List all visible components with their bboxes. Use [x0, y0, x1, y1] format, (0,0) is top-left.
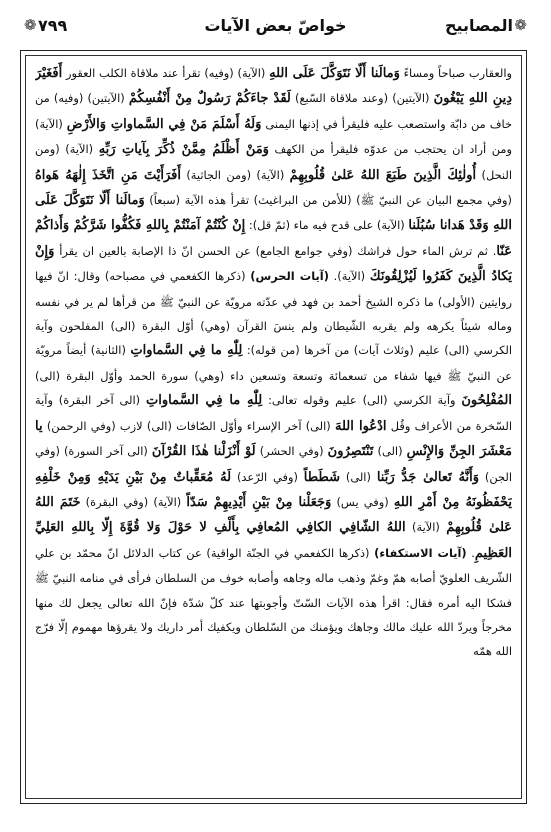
- body-text: (الآية) (وفيه) تقرأ عند ملاقاة الكلب العقور: [62, 66, 270, 80]
- section-title: خواصّ بعض الآيات: [204, 16, 347, 35]
- body-text: وآية الكرسي (الى) عليم وقوله تعالى:: [262, 393, 462, 408]
- quran-verse: لِلّٰهِ ما فِي السَّماواتِ: [145, 393, 263, 409]
- section-heading: (آيات الاستكفاء): [374, 545, 467, 560]
- body-text: (الآية): [405, 520, 447, 535]
- quran-verse: أُولٰئِكَ الَّذِينَ طَبَعَ اللهُ عَلىٰ قُلُوبِهِمْ: [289, 167, 477, 183]
- text-frame: [20, 50, 527, 804]
- body-text: (الى): [339, 469, 377, 484]
- quran-verse: وَمالَنا أَلّا نَتَوَكَّلَ عَلَى اللهِ وَقَدْ هَدانا سُبُلَنا: [35, 193, 512, 234]
- quran-verse: أَفَغَيْرَ دِينِ اللهِ يَبْغُونَ: [35, 66, 512, 107]
- quran-verse: وَأَنَّهُ تَعالىٰ جَدُّ رَبِّنا: [376, 469, 479, 485]
- body-text: والعقارب صباحاً ومساءً: [399, 66, 512, 80]
- page-header: [20, 10, 531, 50]
- quran-verse: يا مَعْشَرَ الجِنِّ وَالإِنْسِ: [35, 418, 512, 460]
- body-text: (الى) آخر الإسراء وأوّل الصّافات (الى) لازب (وفي الرحمن): [42, 418, 336, 433]
- body-text: . ثم ترش الماء حول فراشك (وفي جوامع الجامع) عن الحسن انّ ذا الإصابة بالعين ان يقرأ: [54, 243, 497, 258]
- quran-verse: وَمالَنا أَلّا نَتَوَكَّلَ عَلَى اللهِ: [269, 66, 400, 81]
- quran-verse: وَإِنْ يَكادُ الَّذِينَ كَفَرُوا لَيُزْلِقُونَكَ: [35, 243, 512, 285]
- body-text: (ذكرها الكفعمي في مصباحه) وقال: انّ فيها روايتين (الأولى) ما ذكره الشيخ أحمد بن فهد في عدّته مرويّة عن النبيّ ﷺ من قرأها لم ير في نفسه وماله شيئاً يكرهه ولم يقربه الشّيطان ولم ينسَ القرآن (وهي) أوّل البقرة (الى) المفلحون وآية الكرسي (الى) عليم (وثلاث آيات) من آخرها (من قوله):: [35, 269, 512, 358]
- quran-verse: وَلَهُ أَسْلَمَ مَنْ فِي السَّماواتِ وَالأَرْضِ: [66, 116, 262, 132]
- quran-verse: إِنْ كُنْتُمْ آمَنْتُمْ بِاللهِ فَكُفُّوا شَرَّكُمْ وَأَذاكُمْ عَنّا: [35, 218, 512, 259]
- body-text: (الآية) (ومن الجاثية): [180, 167, 290, 182]
- quran-verse: لَقَدْ جاءَكُمْ رَسُولٌ مِنْ أَنْفُسِكُمْ: [128, 91, 291, 107]
- body-text: (وفي الحشر): [255, 444, 328, 459]
- body-text: .: [466, 545, 475, 560]
- body-text: (الى آخر البقرة) وآية السّخرة من الأعراف وقُل: [35, 393, 512, 433]
- quran-verse: ادْعُوا اللهَ: [335, 418, 387, 434]
- body-text: (الى): [373, 444, 407, 459]
- body-text: (الآيتين) (وفيه) من خاف من دابّة واستصعب عليه فليقرأ في إذنها اليمنى: [35, 91, 512, 131]
- paragraph: [35, 61, 512, 664]
- quran-verse: خَتَمَ اللهُ عَلىٰ قُلُوبِهِمْ: [35, 494, 512, 536]
- quran-verse: وَجَعَلْنا مِنْ بَيْنِ أَيْدِيهِمْ سَدّاً: [186, 494, 332, 510]
- quran-verse: لَهُ مُعَقِّباتٌ مِنْ بَيْنِ يَدَيْهِ وَمِنْ خَلْفِهِ يَحْفَظُونَهُ مِنْ أَمْرِ اللهِ: [35, 469, 512, 510]
- body-text: (وفي الرّعد): [231, 469, 304, 484]
- body-text: (الآية) (وفي البقرة): [80, 494, 187, 509]
- body-text: (الآية).: [328, 269, 370, 284]
- page-number: ٧٩٩: [38, 16, 68, 35]
- header-ornament-right: ❁: [514, 16, 527, 34]
- page-body-text: [35, 61, 512, 793]
- body-text: (الآيتين) (وعند ملاقاة السّبع): [290, 91, 434, 106]
- body-text: (الثانية) أيضاً مرويّة عن النبيّ ﷺ فيها شفاء من تسعمائة وتسعة وتسعين داء (وهي) سورة الحمد وأوّل البقرة (الى): [35, 343, 512, 383]
- quran-verse: لِلّٰهِ ما فِي السَّماواتِ: [130, 343, 243, 359]
- body-text: (وفي يس): [331, 494, 394, 509]
- quran-verse: المُفْلِحُونَ: [461, 393, 512, 409]
- quran-verse: تَنْتَصِرُونَ: [327, 444, 374, 460]
- quran-verse: وَمَنْ أَظْلَمُ مِمَّنْ ذُكِّرَ بِآياتِ رَبِّهِ: [98, 142, 269, 158]
- body-text: (وفي مجمع البيان عن النبيّ ﷺ) (للأمن من البراغيث) تقرأ هذه الآية (سبعاً): [144, 193, 512, 208]
- quran-verse: لَوْ أَنْزَلْنا هٰذَا القُرْآنَ: [151, 444, 256, 460]
- body-text: (الآية) على قدح فيه ماء (ثمّ قل):: [245, 218, 409, 233]
- body-text: (ذكرها الكفعمي في الجنّة الواقية) عن كتاب الدلائل انّ محمّد بن علي الشّريف العلويّ أصابه همّ وغمّ وذهب ماله وجاهه وأصابه خوف من السلطان فرأى في منامه النبيّ ﷺ فشكا اليه أمره فقال: اقرأ هذه الآيات السّتّ وأجوبتها عند كلّ شدّة فإنّ الله تعالى يجعل لك منها مخرجاً ويردّ الله عليك مالك وجاهك ويؤمنك من السّلطان ويكفيك أمر داريك ولا يقرؤها مهموم إلّا فرّج الله همّه: [35, 545, 512, 659]
- body-text: (الآية) (ومن النحل): [35, 142, 512, 182]
- body-text: (الآية) ومن أراد ان يحتجب من عدوّه فليقرأ من الكهف: [35, 116, 512, 157]
- section-heading: (آيات الحرس): [250, 269, 329, 284]
- quran-verse: أَفَرَأَيْتَ مَنِ اتَّخَذَ إِلٰهَهُ هَواهُ: [35, 167, 181, 183]
- book-title: المصابيح: [444, 16, 513, 35]
- quran-verse: شَطَطاً: [303, 469, 340, 485]
- header-ornament-left: ❁: [24, 16, 37, 34]
- book-page: [20, 10, 531, 810]
- body-text: (الى آخر السورة) (وفي الجن): [35, 444, 512, 484]
- quran-verse: اللهُ الشّافِي الكافِي المُعافِي بِأَلْفِ لا حَوْلَ وَلا قُوَّةَ إِلّا بِاللهِ العَلِيِّ العَظِيمِ: [35, 520, 512, 561]
